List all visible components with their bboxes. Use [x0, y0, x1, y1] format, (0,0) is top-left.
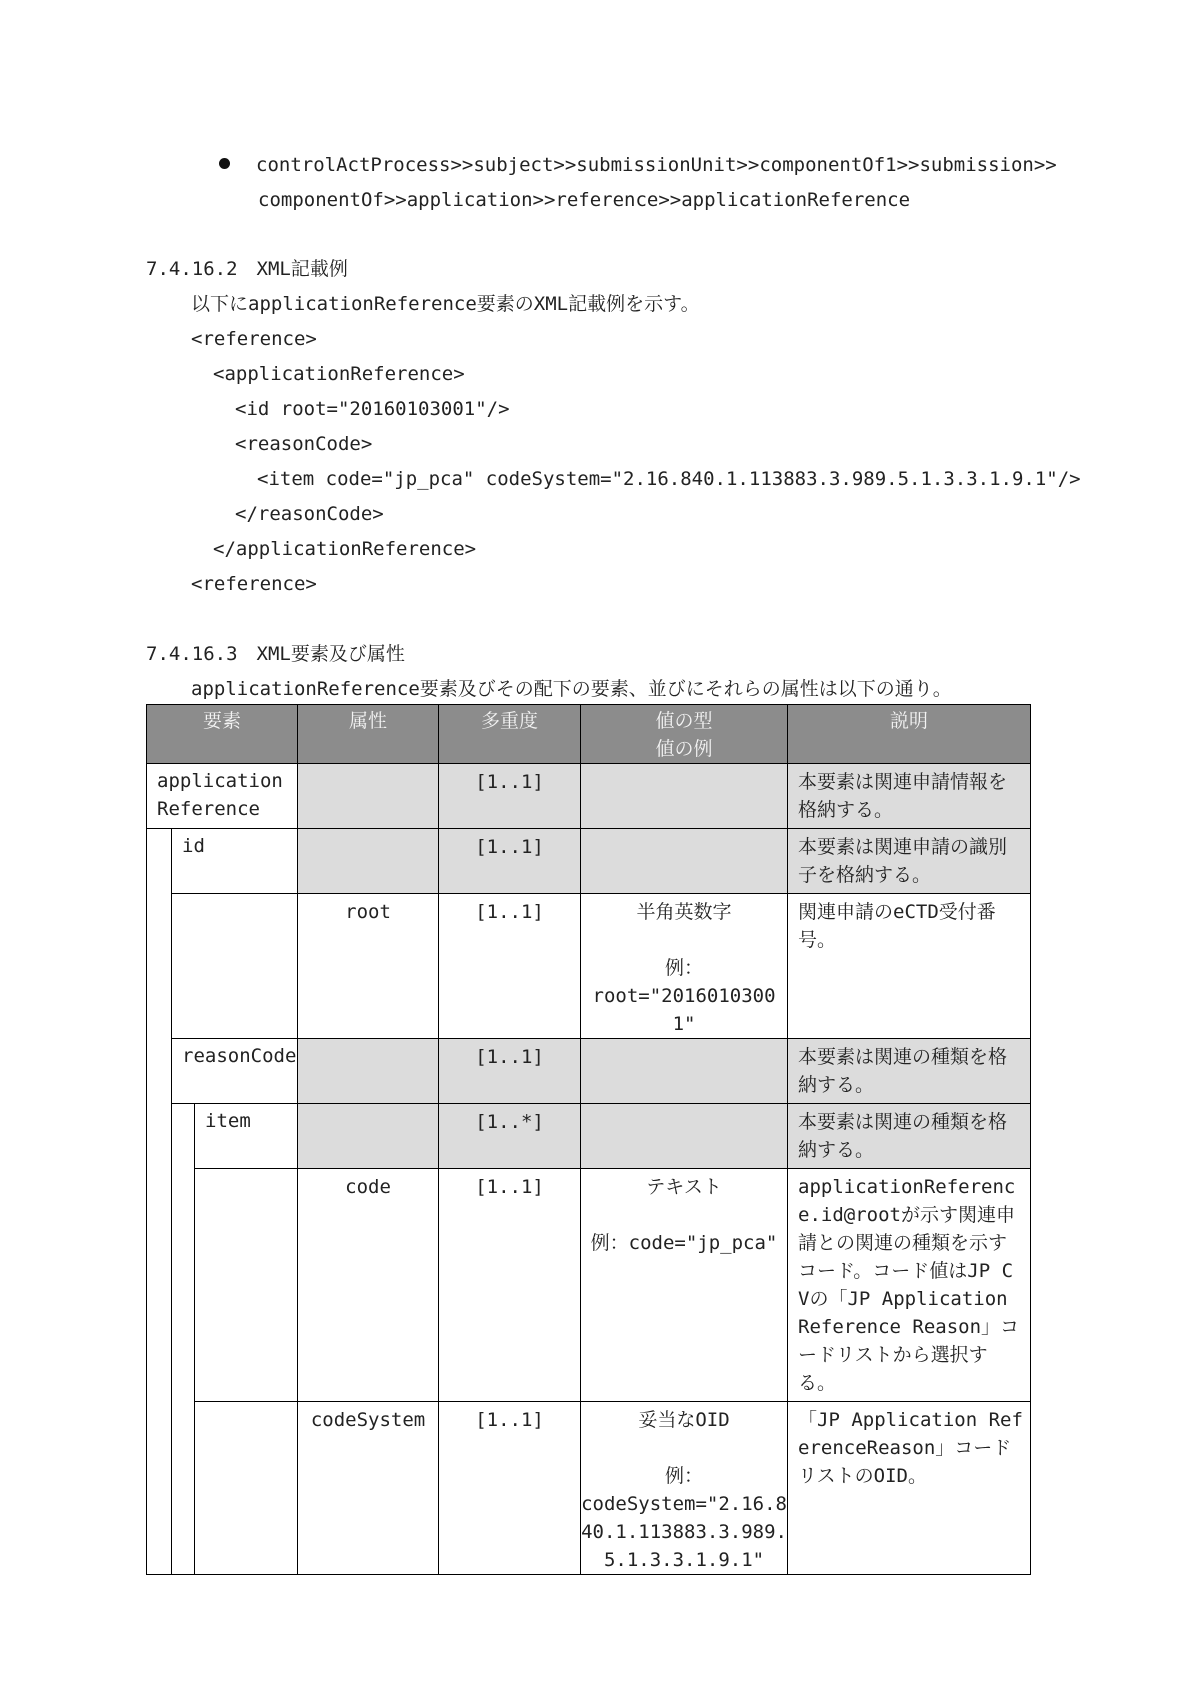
description-cell: applicationReference.id@rootが示す関連申請との関連の種類を示すコード。コード値はJP CVの「JP Application Reference Reason」コードリストから選択する。	[788, 1169, 1031, 1402]
value-type-cell	[581, 829, 788, 894]
section-heading-xml-elements: 7.4.16.3 XML要素及び属性	[146, 643, 405, 665]
attribute-cell: code	[298, 1169, 439, 1402]
multiplicity-cell: [1..1]	[439, 894, 581, 1039]
value-type-cell	[581, 1039, 788, 1104]
table-row	[147, 1039, 1031, 1104]
attribute-cell	[298, 764, 439, 829]
value-type-cell	[581, 764, 788, 829]
description-cell: 関連申請のeCTD受付番号。	[788, 894, 1031, 1039]
element-cell: reasonCode	[172, 1039, 298, 1104]
attribute-cell: root	[298, 894, 439, 1039]
table-row	[147, 894, 1031, 1039]
attribute-cell: codeSystem	[298, 1402, 439, 1575]
multiplicity-cell: [1..1]	[439, 1039, 581, 1104]
xml-code-line: <reference>	[191, 573, 317, 595]
indent-spacer	[172, 1104, 195, 1575]
indent-spacer	[147, 829, 172, 1575]
element-cell-empty	[195, 1402, 298, 1575]
description-cell: 「JP Application ReferenceReason」コードリストのOID。	[788, 1402, 1031, 1575]
value-type-cell: 半角英数字 例： root="2016010300 1"	[581, 894, 788, 1039]
header-multiplicity: 多重度	[439, 705, 581, 764]
description-cell: 本要素は関連申請情報を格納する。	[788, 764, 1031, 829]
value-type-cell: テキスト 例：code="jp_pca"	[581, 1169, 788, 1402]
description-cell: 本要素は関連申請の識別子を格納する。	[788, 829, 1031, 894]
xml-example-intro: 以下にapplicationReference要素のXML記載例を示す。	[191, 293, 700, 315]
multiplicity-cell: [1..1]	[439, 1402, 581, 1575]
xml-code-line: <reasonCode>	[235, 433, 373, 455]
header-description: 説明	[788, 705, 1031, 764]
header-attribute: 属性	[298, 705, 439, 764]
attribute-cell	[298, 829, 439, 894]
xml-code-line: <reference>	[191, 328, 317, 350]
section-heading-xml-example: 7.4.16.2 XML記載例	[146, 258, 348, 280]
attribute-cell	[298, 1104, 439, 1169]
table-row	[147, 1402, 1031, 1575]
value-type-cell	[581, 1104, 788, 1169]
value-type-cell: 妥当なOID 例： codeSystem="2.16.8 40.1.113883.3.989. 5.1.3.3.1.9.1"	[581, 1402, 788, 1575]
element-cell: id	[172, 829, 298, 894]
multiplicity-cell: [1..*]	[439, 1104, 581, 1169]
header-element: 要素	[147, 705, 298, 764]
table-row	[147, 1104, 1031, 1169]
bullet-path-line1: controlActProcess>>subject>>submissionUnit>>componentOf1>>submission>>	[256, 154, 1057, 176]
multiplicity-cell: [1..1]	[439, 1169, 581, 1402]
table-header-row	[147, 705, 1031, 764]
header-value-type: 値の型 値の例	[581, 705, 788, 764]
element-cell: item	[195, 1104, 298, 1169]
element-cell-empty	[195, 1169, 298, 1402]
element-cell: application Reference	[147, 764, 298, 829]
table-row	[147, 1169, 1031, 1402]
xml-code-line: <id root="20160103001"/>	[235, 398, 510, 420]
xml-code-line: </reasonCode>	[235, 503, 384, 525]
description-cell: 本要素は関連の種類を格納する。	[788, 1039, 1031, 1104]
table-row	[147, 829, 1031, 894]
bullet-path-line2: componentOf>>application>>reference>>applicationReference	[258, 189, 911, 211]
element-cell-empty	[172, 894, 298, 1039]
elements-table	[146, 704, 1031, 1575]
bullet-icon	[219, 158, 230, 169]
table-row	[147, 764, 1031, 829]
multiplicity-cell: [1..1]	[439, 829, 581, 894]
xml-code-line: <item code="jp_pca" codeSystem="2.16.840.1.113883.3.989.5.1.3.3.1.9.1"/>	[257, 468, 1081, 490]
multiplicity-cell: [1..1]	[439, 764, 581, 829]
xml-elements-intro: applicationReference要素及びその配下の要素、並びにそれらの属性は以下の通り。	[191, 678, 952, 700]
xml-code-line: <applicationReference>	[213, 363, 465, 385]
description-cell: 本要素は関連の種類を格納する。	[788, 1104, 1031, 1169]
xml-code-line: </applicationReference>	[213, 538, 477, 560]
attribute-cell	[298, 1039, 439, 1104]
